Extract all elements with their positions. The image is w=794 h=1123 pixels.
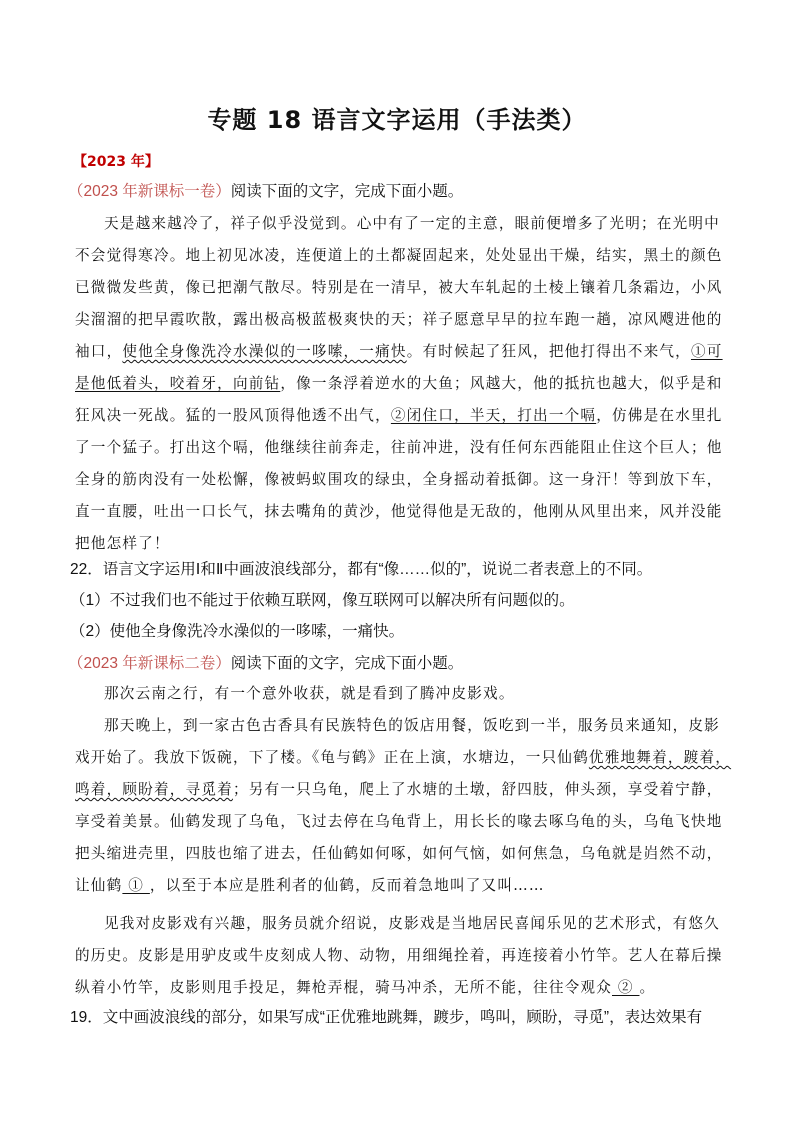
- q2-source: （2023 年新课标二卷）: [68, 655, 231, 672]
- passage1-line: 把他怎样了！: [75, 535, 170, 552]
- passage2-line: [75, 780, 723, 800]
- wavy-underlined-text: 使他全身像洗冷水澡似的一哆嗦，一痛快: [122, 343, 407, 360]
- option-1: （1）不过我们也不能过于依赖互联网，像互联网可以解决所有问题似的。: [70, 592, 575, 609]
- text-span: 。: [639, 979, 656, 996]
- passage1-line: 天是越来越冷了，祥子似乎没觉到。心中有了一定的主意，眼前便增多了光明；在光明中: [104, 215, 720, 232]
- passage1-line: [75, 406, 723, 426]
- q1-source: （2023 年新课标一卷）: [68, 183, 231, 200]
- text-span: 让仙鹤: [75, 877, 123, 894]
- passage1-line: [75, 374, 723, 394]
- q1-header: [68, 182, 463, 202]
- underlined-text-1: 是他低着头，咬着牙，向前钻: [75, 375, 281, 392]
- passage2-line: [75, 876, 545, 896]
- year-heading: 【2023 年】: [73, 154, 159, 170]
- passage1-line: 了一个猛子。打出这个嗝，他继续往前奔走，往前冲进，没有任何东西能阻止住这个巨人；他: [75, 439, 723, 456]
- text-span: ，以至于本应是胜利者的仙鹤，反而着急地叫了又叫……: [149, 877, 545, 894]
- q2-instruction: 阅读下面的文字，完成下面小题。: [230, 655, 464, 672]
- text-span: 袖口，: [75, 343, 123, 360]
- underlined-marker-1: ①可: [690, 343, 723, 360]
- passage2-line: [75, 748, 731, 768]
- passage2-line: 见我对皮影戏有兴趣，服务员就介绍说，皮影戏是当地居民喜闻乐见的艺术形式，有悠久: [104, 915, 720, 932]
- blank-2: ②: [612, 979, 640, 996]
- passage1-line: 尖溜溜的把早霞吹散，露出极高极蓝极爽快的天；祥子愿意早早的拉车跑一趟，凉风飕进他的: [75, 311, 723, 328]
- text-span: ，仿佛是在水里扎: [596, 407, 723, 424]
- q1-instruction: 阅读下面的文字，完成下面小题。: [230, 183, 464, 200]
- passage2-line: 把头缩进壳里，四肢也缩了进去，任仙鹤如何啄，如何气恼，如何焦急，乌龟就是岿然不动，: [75, 845, 723, 862]
- wavy-underlined-text: 优雅地舞着，踱着，: [588, 749, 732, 766]
- blank-1: ①: [122, 877, 150, 894]
- question-19: 19．文中画波浪线的部分，如果写成“正优雅地跳舞，踱步，鸣叫，顾盼，寻觅”，表达效果有: [70, 1009, 703, 1026]
- underlined-text-2: ②闭住口，半天，打出一个嗝: [390, 407, 597, 424]
- text-span: ，像一条浮着逆水的大鱼；风越大，他的抵抗也越大，似乎是和: [280, 375, 723, 392]
- passage2-line: [75, 978, 655, 998]
- question-22: 22．语言文字运用Ⅰ和Ⅱ中画波浪线部分，都有“像……似的”，说说二者表意上的不同。: [70, 561, 653, 578]
- passage2-line: 那次云南之行，有一个意外收获，就是看到了腾冲皮影戏。: [104, 685, 515, 702]
- passage1-line: 直一直腰，吐出一口长气，抹去嘴角的黄沙，他觉得他是无敌的，他刚从风里出来，风并没能: [75, 503, 723, 520]
- passage1-line: 不会觉得寒冷。地上初见冰凌，连便道上的土都凝固起来，处处显出干燥，结实，黑土的颜色: [75, 247, 723, 264]
- option-2: （2）使他全身像洗冷水澡似的一哆嗦，一痛快。: [70, 623, 405, 640]
- passage2-line: 享受着美景。仙鹤发现了乌龟，飞过去停在乌龟背上，用长长的喙去啄乌龟的头，乌龟飞快地: [75, 813, 723, 830]
- text-span: ；另有一只乌龟，爬上了水塘的土墩，舒四肢，伸头颈，享受着宁静，: [232, 781, 723, 798]
- text-span: 。有时候起了狂风，把他打得出不来气，: [406, 343, 691, 360]
- text-span: 戏开始了。我放下饭碗，下了楼。《龟与鹤》正在上演，水塘边，一只仙鹤: [75, 749, 589, 766]
- passage2-line: 的历史。皮影是用驴皮或牛皮刻成人物、动物，用细绳拴着，再连接着小竹竿。艺人在幕后操: [75, 947, 723, 964]
- passage1-line: 全身的筋肉没有一处松懈，像被蚂蚁围攻的绿虫，全身摇动着抵御。这一身汗！等到放下车，: [75, 471, 723, 488]
- wavy-underlined-text: 鸣着，顾盼着，寻觅着: [75, 781, 233, 798]
- passage1-line: 已微微发些黄，像已把潮气散尽。特别是在一清早，被大车轧起的土棱上镶着几条霜边，小风: [75, 279, 723, 296]
- q2-header: [68, 654, 463, 674]
- passage1-line: [75, 342, 723, 362]
- text-span: 纵着小竹竿，皮影则甩手投足，舞枪弄棍，骑马冲杀，无所不能，往往令观众: [75, 979, 612, 996]
- passage2-line: 那天晚上，到一家古色古香具有民族特色的饭店用餐，饭吃到一半，服务员来通知，皮影: [104, 717, 720, 734]
- page-title: 专题 18 语言文字运用（手法类）: [207, 106, 587, 134]
- text-span: 狂风决一死战。猛的一股风顶得他透不出气，: [75, 407, 391, 424]
